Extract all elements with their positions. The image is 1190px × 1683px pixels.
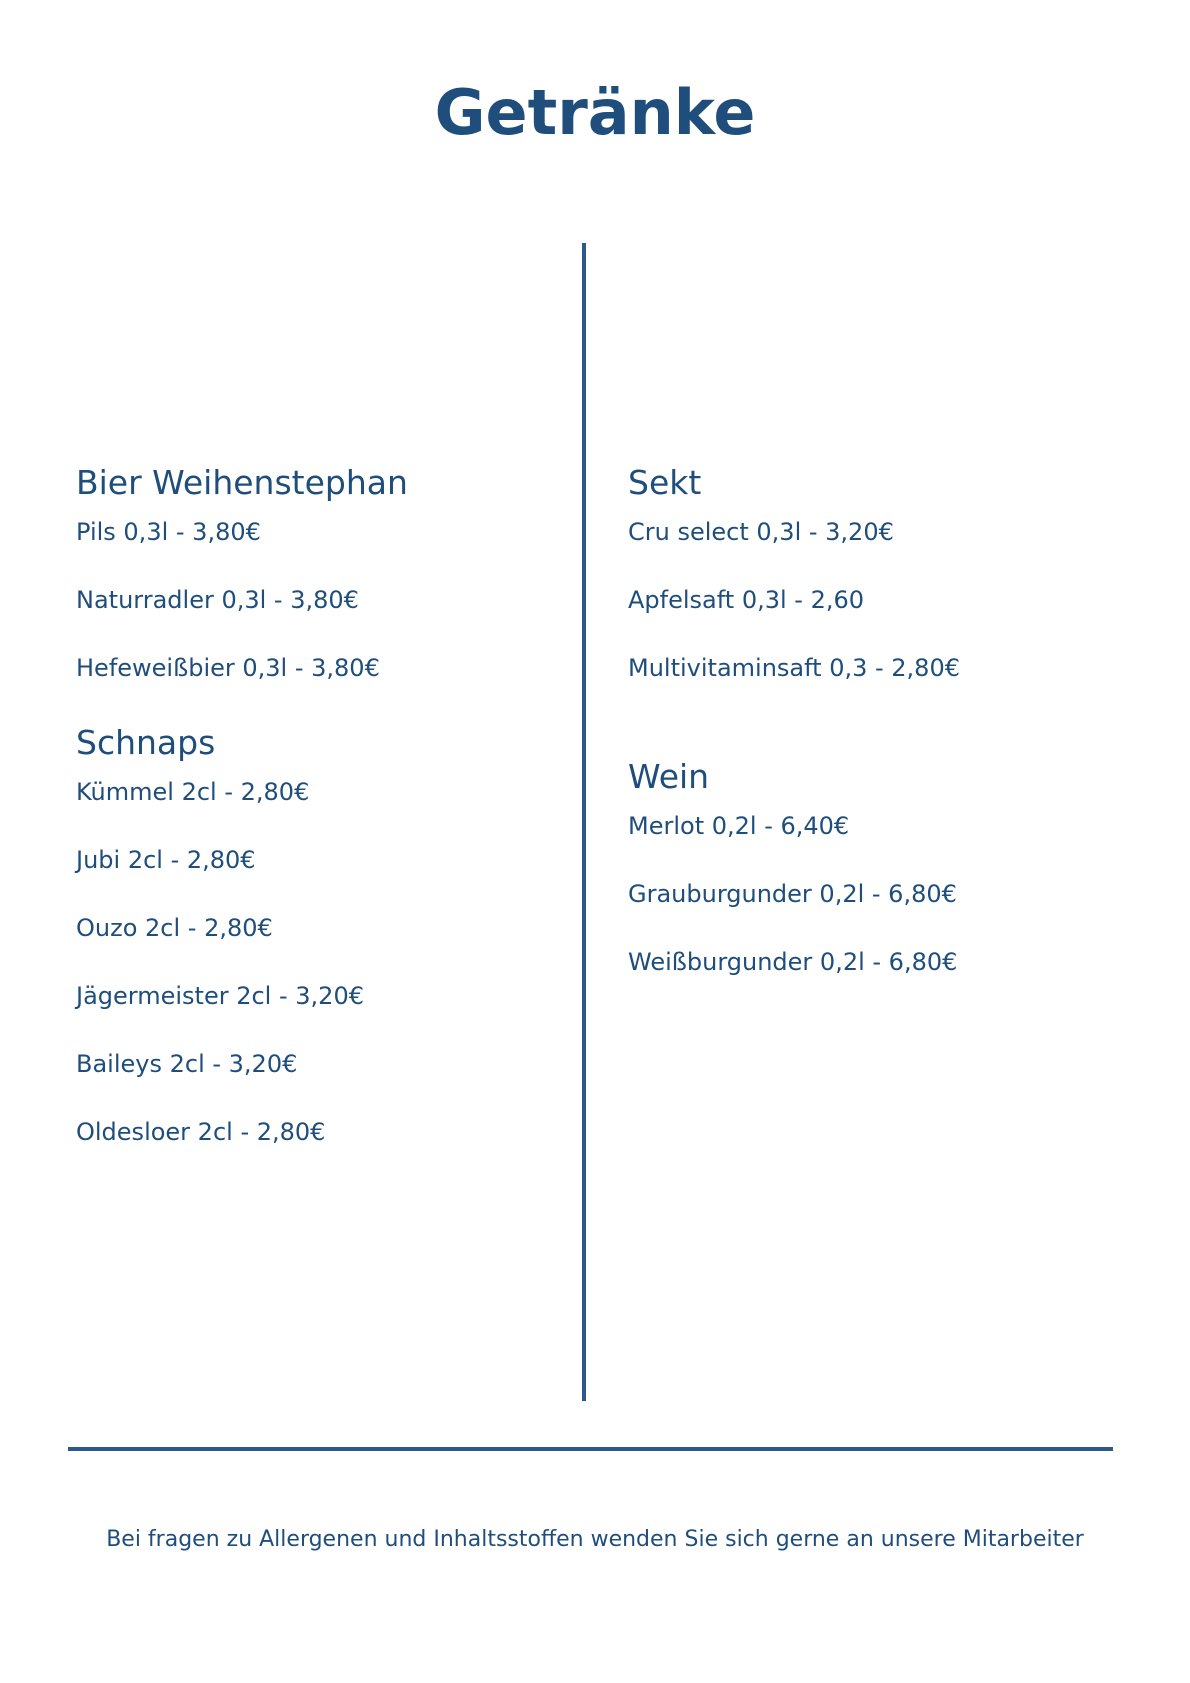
section-heading-schnaps: Schnaps [76,723,216,762]
menu-item: Apfelsaft 0,3l - 2,60 [628,586,865,614]
section-heading-sekt: Sekt [628,463,702,502]
menu-item: Jägermeister 2cl - 3,20€ [76,982,364,1010]
page-title: Getränke [434,76,756,149]
menu-item: Jubi 2cl - 2,80€ [76,846,256,874]
vertical-divider [582,243,586,1401]
menu-item: Naturradler 0,3l - 3,80€ [76,586,359,614]
menu-item: Hefeweißbier 0,3l - 3,80€ [76,654,380,682]
footer-note: Bei fragen zu Allergenen und Inhaltsstoffen wenden Sie sich gerne an unsere Mitarbeiter [106,1527,1084,1552]
menu-item: Kümmel 2cl - 2,80€ [76,778,310,806]
menu-item: Merlot 0,2l - 6,40€ [628,812,850,840]
section-heading-wein: Wein [628,757,710,796]
menu-item: Cru select 0,3l - 3,20€ [628,518,894,546]
section-heading-bier: Bier Weihenstephan [76,463,408,502]
menu-item: Ouzo 2cl - 2,80€ [76,914,273,942]
menu-item: Pils 0,3l - 3,80€ [76,518,261,546]
menu-item: Oldesloer 2cl - 2,80€ [76,1118,326,1146]
horizontal-divider [68,1447,1113,1451]
menu-item: Grauburgunder 0,2l - 6,80€ [628,880,957,908]
menu-item: Weißburgunder 0,2l - 6,80€ [628,948,958,976]
menu-item: Baileys 2cl - 3,20€ [76,1050,298,1078]
menu-item: Multivitaminsaft 0,3 - 2,80€ [628,654,960,682]
